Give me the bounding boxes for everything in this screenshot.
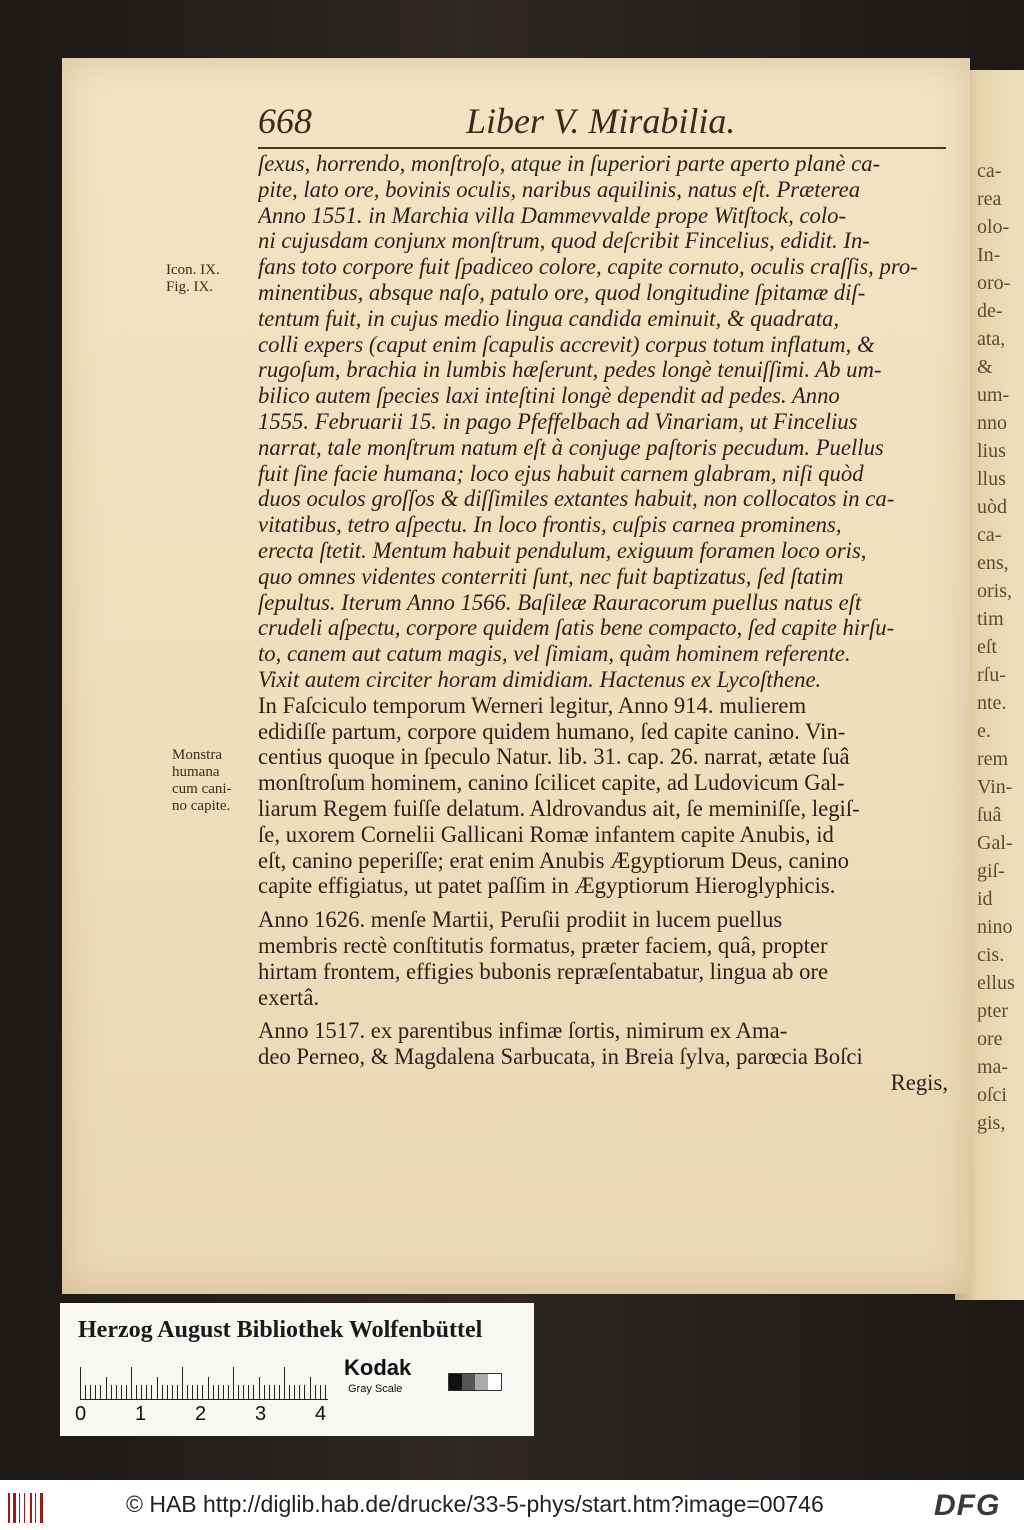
text-line: ſe, uxorem Cornelii Gallicani Romæ infantem capite Anubis, id (258, 821, 834, 847)
text-line: fuit ſine facie humana; loco ejus habuit carnem glabram, niſi quòd (258, 460, 864, 486)
ruler-tick (233, 1367, 234, 1399)
next-page-fragment: giſ- (977, 860, 1005, 882)
text-line: ſexus, horrendo, monſtroſo, atque in ſuperiori parte aperto planè ca- (258, 151, 881, 176)
ruler-tick (325, 1385, 326, 1399)
ruler-tick (146, 1385, 147, 1399)
ruler-tick (223, 1385, 224, 1399)
ruler-tick (264, 1385, 265, 1399)
text-line: Anno 1517. ex parentibus infimæ ſortis, nimirum ex Ama- (258, 1018, 788, 1044)
ruler-tick (197, 1385, 198, 1399)
ruler-tick (187, 1385, 188, 1399)
text-line: exertâ. (258, 984, 320, 1010)
page-number: 668 (258, 101, 312, 141)
next-page-fragment: oro- (977, 272, 1011, 294)
ruler-tick (116, 1385, 117, 1399)
ruler-tick (248, 1385, 249, 1399)
ruler-tick (238, 1385, 239, 1399)
ruler-tick (228, 1385, 229, 1399)
text-line: Regis, (890, 1069, 948, 1095)
ruler-tick (289, 1385, 290, 1399)
ruler-tick (90, 1385, 91, 1399)
next-page-fragment: pter (977, 1000, 1009, 1022)
ruler-tick (310, 1377, 311, 1399)
text-line: capite effigiatus, ut patet paſſim in Ægyptiorum Hieroglyphicis. (258, 873, 836, 899)
ruler-tick (269, 1385, 270, 1399)
text-line: Anno 1626. menſe Martii, Peruſii prodiit in lucem puellus (258, 907, 783, 933)
ruler-tick (157, 1377, 158, 1399)
next-page-fragment: rem (977, 748, 1009, 770)
text-line: erecta ſtetit. Mentum habuit pendulum, exiguum foramen loco oris, (258, 537, 867, 563)
text-line: tentum fuit, in cujus medio lingua candida eminuit, & quadrata, (258, 305, 840, 331)
header-rule (258, 147, 946, 149)
ruler-tick (294, 1385, 295, 1399)
paragraph-gap (258, 899, 948, 907)
ruler-tick (243, 1385, 244, 1399)
text-line: centius quoque in ſpeculo Natur. lib. 31. cap. 26. narrat, ætate ſuâ (258, 744, 850, 770)
next-page-fragment: ca- (977, 160, 1002, 182)
ruler-tick (304, 1385, 305, 1399)
running-head: Liber V. Mirabilia. (466, 101, 736, 141)
scale-numbers (75, 1403, 345, 1427)
text-line: colli expers (caput enim ſcapulis accrevit) corpus totum inflatum, & (258, 331, 875, 357)
ruler-tick (213, 1385, 214, 1399)
text-line: vitatibus, tetro aſpectu. In loco frontis, cuſpis carnea prominens, (258, 512, 842, 538)
ruler-tick (121, 1385, 122, 1399)
footer-credit-link[interactable]: © HAB http://diglib.hab.de/drucke/33-5-phys/start.htm?image=00746 (126, 1491, 824, 1517)
text-line: monſtroſum hominem, canino ſcilicet capite, ad Ludovicum Gal- (258, 770, 845, 796)
ruler-tick (208, 1377, 209, 1399)
gray-scale-swatches (448, 1373, 502, 1391)
text-line: In Faſciculo temporum Werneri legitur, Anno 914. mulierem (258, 692, 807, 718)
text-line: eſt, canino peperiſſe; erat enim Anubis Ægyptiorum Deus, canino (258, 847, 849, 873)
text-line: bilico autem ſpecies laxi inteſtini longè dependit ad pedes. Anno (258, 383, 840, 409)
ruler-tick (80, 1367, 81, 1399)
ruler-tick (141, 1385, 142, 1399)
ruler-tick (182, 1367, 183, 1399)
barcode-icon (8, 1493, 48, 1523)
paragraph-gap (258, 1010, 948, 1018)
text-line: narrat, tale monſtrum natum eſt à conjuge paſtoris pecudum. Puellus (258, 434, 884, 460)
kodak-brand: Kodak (344, 1355, 412, 1380)
next-page-fragment: id (977, 888, 993, 910)
text-line: 1555. Februarii 15. in pago Pfeffelbach ad Vinariam, ut Fincelius (258, 408, 858, 434)
next-page-fragment: In- (977, 244, 1001, 266)
text-line: duos oculos groſſos & diſſimiles extantes habuit, non collocatos in ca- (258, 486, 895, 512)
next-page-fragment: lius (977, 440, 1006, 462)
next-page-fragment: cis. (977, 944, 1005, 966)
next-page-fragment: oſci (977, 1084, 1007, 1106)
ruler-tick (131, 1367, 132, 1399)
text-line: fans toto corpore fuit ſpadiceo colore, capite cornuto, oculis craſſis, pro- (258, 254, 918, 280)
next-page-fragment: rſu- (977, 664, 1006, 686)
margin-note-icon-fig: Icon. IX. Fig. IX. (166, 262, 220, 295)
next-page-fragment: olo- (977, 216, 1010, 238)
ruler-tick (279, 1385, 280, 1399)
next-page-fragment: e. (977, 720, 991, 742)
ruler-tick (100, 1385, 101, 1399)
next-page-fragment: gis, (977, 1112, 1006, 1134)
next-page-fragment: ſuâ (977, 804, 1002, 826)
next-page-fragment: ata, (977, 328, 1006, 350)
ruler-tick (151, 1385, 152, 1399)
scale-number: 1 (135, 1403, 147, 1425)
text-line: edidiſſe partum, corpore quidem humano, ſed capite canino. Vin- (258, 718, 846, 744)
text-line: Anno 1551. in Marchia villa Dammevvalde prope Witſtock, colo- (258, 202, 847, 228)
color-checker-card (60, 1303, 534, 1436)
text-line: ſepultus. Iterum Anno 1566. Baſileæ Rauracorum puellus natus eſt (258, 589, 862, 615)
ruler-tick (218, 1385, 219, 1399)
next-page-fragment: de- (977, 300, 1003, 322)
text-line: hirtam frontem, effigies bubonis repræſentabatur, lingua ab ore (258, 958, 829, 984)
next-page-fragment: nino (977, 916, 1013, 938)
text-line: crudeli aſpectu, corpore quidem ſatis bene compacto, ſed capite hirſu- (258, 615, 895, 641)
next-page-fragment: ca- (977, 524, 1002, 546)
next-page-fragment: ore (977, 1028, 1003, 1050)
ruler-tick (284, 1367, 285, 1399)
scale-ruler (80, 1367, 330, 1401)
text-line: liarum Regem fuiſſe delatum. Aldrovandus ait, ſe meminiſſe, legiſ- (258, 795, 860, 821)
ruler-tick (320, 1385, 321, 1399)
ruler-tick (315, 1385, 316, 1399)
next-page-fragment: ens, (977, 552, 1009, 574)
text-line: minentibus, absque naſo, patulo ore, quod longitudine ſpitamæ diſ- (258, 279, 866, 305)
page-header (258, 100, 948, 146)
text-line: rugoſum, brachia in lumbis hæſerunt, pedes longè tenuiſſimi. Ab um- (258, 357, 882, 383)
ruler-tick (299, 1385, 300, 1399)
ruler-tick (202, 1385, 203, 1399)
next-page-fragment: um- (977, 384, 1010, 406)
next-page-fragment: ellus (977, 972, 1015, 994)
next-page-fragment: llus (977, 468, 1006, 490)
text-line: membris rectè conſtitutis formatus, præter faciem, quâ, propter (258, 932, 828, 958)
ruler-tick (95, 1385, 96, 1399)
ruler-tick (177, 1385, 178, 1399)
gray-scale-label: Gray Scale (348, 1383, 403, 1395)
ruler-tick (162, 1385, 163, 1399)
next-page-fragment: ma- (977, 1056, 1009, 1078)
ruler-tick (136, 1385, 137, 1399)
next-page-fragment: nte. (977, 692, 1007, 714)
next-page-fragment: uòd (977, 496, 1007, 518)
ruler-tick (111, 1385, 112, 1399)
next-page-fragment: tim (977, 608, 1004, 630)
ruler-tick (192, 1385, 193, 1399)
dfg-logo: DFG (934, 1489, 1001, 1522)
ruler-tick (274, 1385, 275, 1399)
ruler-tick (172, 1385, 173, 1399)
text-line: to, canem aut catum magis, vel ſimiam, quàm hominem referente. (258, 641, 851, 667)
text-line: ni cujusdam conjunx monſtrum, quod deſcribit Fincelius, edidit. In- (258, 228, 870, 254)
next-page-fragment: oris, (977, 580, 1012, 602)
scale-number: 4 (315, 1403, 327, 1425)
next-page-fragment: & (977, 356, 993, 378)
margin-note-monstra-humana: Monstra humana cum cani- no capite. (172, 747, 232, 814)
next-page-fragment: Vin- (977, 776, 1013, 798)
body-text (258, 151, 948, 1096)
ruler-tick (259, 1377, 260, 1399)
text-line: quo omnes videntes conterriti ſunt, nec fuit baptizatus, ſed ſtatim (258, 563, 844, 589)
library-name: Herzog August Bibliothek Wolfenbüttel (78, 1317, 483, 1343)
text-line: pite, lato ore, bovinis oculis, naribus aquilinis, natus eſt. Præterea (258, 176, 861, 202)
text-line: deo Perneo, & Magdalena Sarbucata, in Breia ſylva, parœcia Boſci (258, 1044, 863, 1070)
next-page-fragment: rea (977, 188, 1002, 210)
scale-number: 2 (195, 1403, 207, 1425)
next-page-fragment: eſt (977, 636, 997, 658)
next-page-fragment: nno (977, 412, 1007, 434)
ruler-tick (106, 1377, 107, 1399)
ruler-tick (85, 1385, 86, 1399)
ruler-tick (167, 1385, 168, 1399)
next-page-fragment: Gal- (977, 832, 1013, 854)
ruler-tick (126, 1385, 127, 1399)
scale-number: 0 (75, 1403, 87, 1425)
text-line: Vixit autem circiter horam dimidiam. Hactenus ex Lycoſthene. (258, 666, 822, 692)
footer-bar (0, 1480, 1024, 1530)
scale-number: 3 (255, 1403, 267, 1425)
ruler-tick (253, 1385, 254, 1399)
